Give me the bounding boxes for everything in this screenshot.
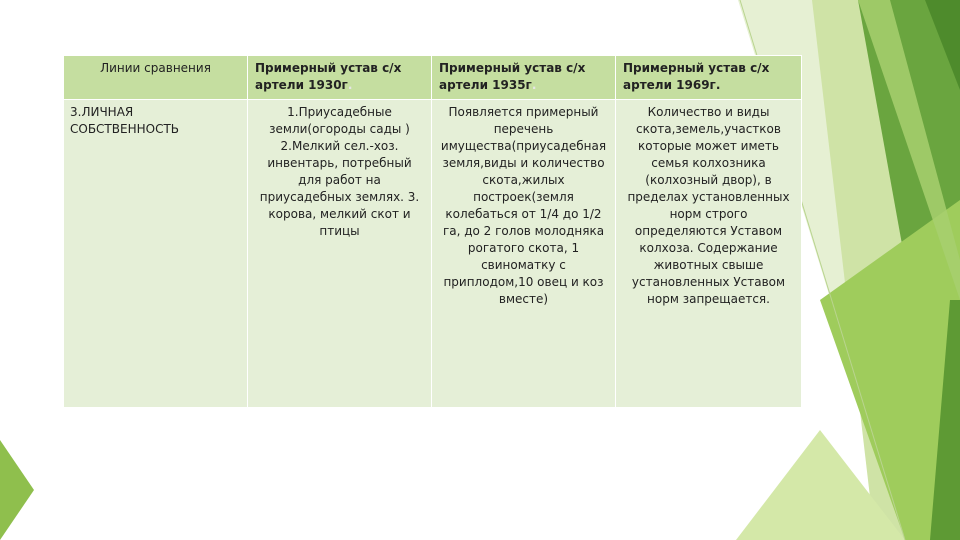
left-accent-triangle [0,440,34,540]
header-text: Примерный устав с/х артели 1930г [255,61,402,92]
header-cell-comparison-lines [64,56,248,100]
cell-1935: Появляется примерный перечень имущества(приусадебная земля,виды и количество скота,жилых построек(земля колебаться от 1/4 до 1/2 га, до 2 голов молодняка рогатого скота, 1 свиноматку с приплодом,10 овец и коз вместе) [432,100,616,408]
table-header-row [64,56,802,100]
cell-1969: Количество и виды скота,земель,участков которые может иметь семья колхозника (колхозный двор), в пределах установленных норм строго определяются Уставом колхоза. Содержание животных свыше установленных Уставом норм запрещается. [616,100,802,408]
comparison-table [63,55,802,408]
header-text: Примерный устав с/х артели 1969г. [623,61,770,92]
cell-1930: 1.Приусадебные земли(огороды сады ) 2.Мелкий сел.-хоз. инвентарь, потребный для работ на приусадебных землях. 3. корова, мелкий скот и птицы [248,100,432,408]
header-text: Линии сравнения [100,61,211,75]
header-cell-charter-1930 [248,56,432,100]
header-cell-charter-1969 [616,56,802,100]
header-text: Примерный устав с/х артели 1935г [439,61,586,92]
header-cell-charter-1935 [432,56,616,100]
header-suffix: . [347,78,353,92]
table-row [64,100,802,408]
row-label-cell: 3.ЛИЧНАЯ СОБСТВЕННОСТЬ [64,100,248,408]
header-suffix: . [531,78,537,92]
